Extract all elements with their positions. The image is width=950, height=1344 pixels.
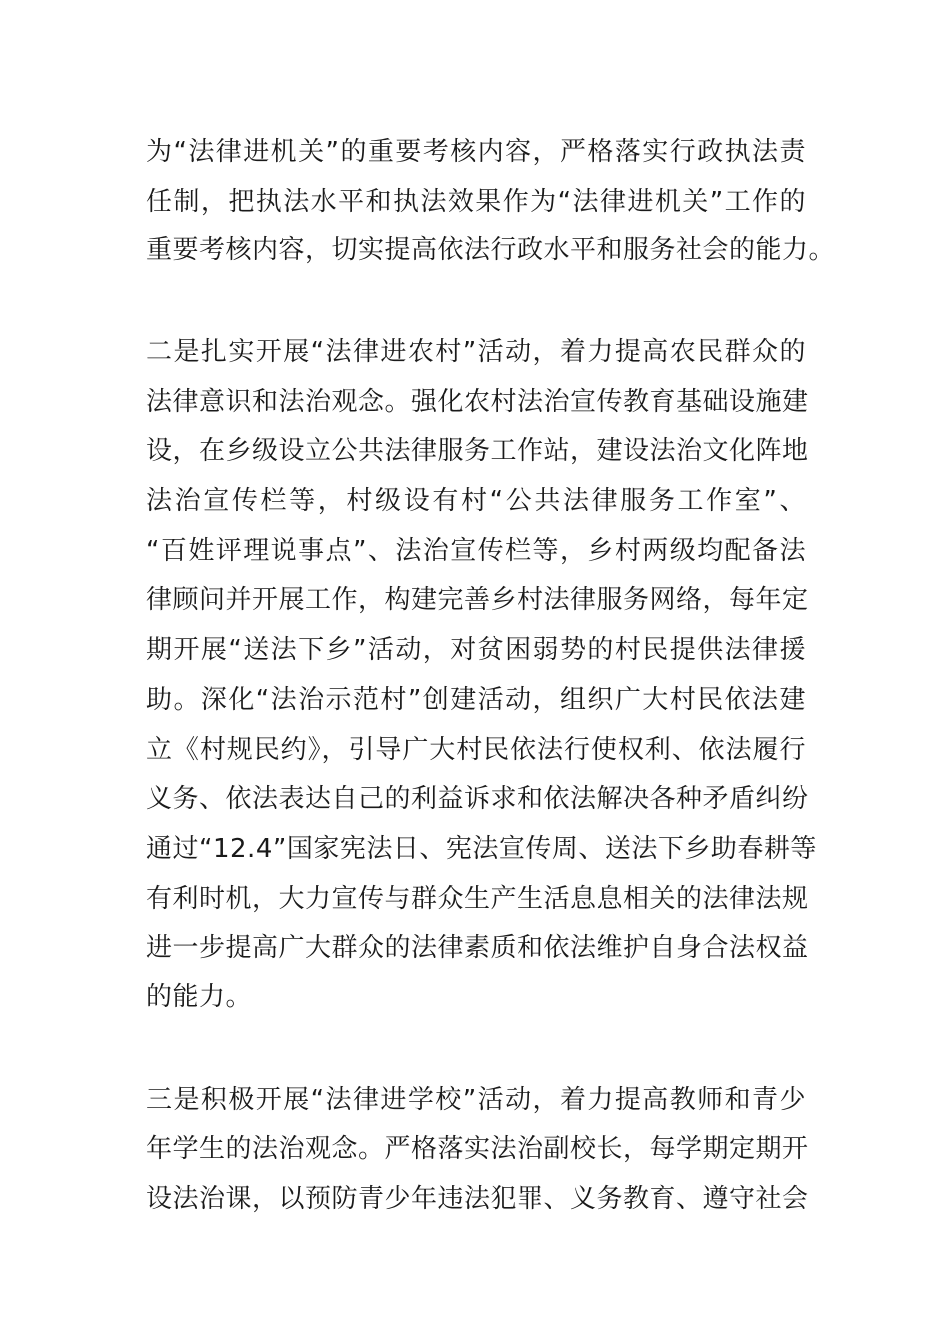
paragraph-2-line-7: 期开展“送法下乡”活动，对贫困弱势的村民提供法律援: [146, 635, 806, 665]
paragraph-2-line-2: 法律意识和法治观念。强化农村法治宣传教育基础设施建: [146, 387, 809, 417]
paragraph-1-line-3: 重要考核内容，切实提高依法行政水平和服务社会的能力。: [146, 235, 836, 265]
paragraph-2-line-11: 通过“12.4”国家宪法日、宪法宣传周、送法下乡助春耕等: [146, 834, 817, 864]
paragraph-2-line-5: “百姓评理说事点”、法治宣传栏等，乡村两级均配备法: [146, 536, 806, 566]
paragraph-2-line-6: 律顾问并开展工作，构建完善乡村法律服务网络，每年定: [146, 585, 809, 615]
paragraph-2-line-14: 的能力。: [146, 982, 253, 1012]
paragraph-1-line-2: 任制，把执法水平和执法效果作为“法律进机关”工作的: [146, 187, 806, 217]
paragraph-2-line-3: 设，在乡级设立公共法律服务工作站，建设法治文化阵地: [146, 436, 809, 466]
paragraph-3-line-2: 年学生的法治观念。严格落实法治副校长，每学期定期开: [146, 1134, 809, 1164]
paragraph-2-line-12: 有利时机，大力宣传与群众生产生活息息相关的法律法规: [146, 884, 809, 914]
paragraph-3-line-3: 设法治课，以预防青少年违法犯罪、义务教育、遵守社会: [146, 1184, 809, 1214]
paragraph-2-line-8: 助。深化“法治示范村”创建活动，组织广大村民依法建: [146, 685, 806, 715]
paragraph-2-line-10: 义务、依法表达自己的利益诉求和依法解决各种矛盾纠纷: [146, 784, 809, 814]
paragraph-2-line-9: 立《村规民约》，引导广大村民依法行使权利、依法履行: [146, 735, 806, 765]
paragraph-3-line-1: 三是积极开展“法律进学校”活动，着力提高教师和青少: [146, 1085, 806, 1115]
paragraph-1-line-1: 为“法律进机关”的重要考核内容，严格落实行政执法责: [146, 137, 806, 167]
paragraph-2-line-1: 二是扎实开展“法律进农村”活动，着力提高农民群众的: [146, 337, 806, 367]
paragraph-2-line-13: 进一步提高广大群众的法律素质和依法维护自身合法权益: [146, 933, 809, 963]
paragraph-2-line-4: 法治宣传栏等，村级设有村“公共法律服务工作室”、: [146, 486, 806, 516]
